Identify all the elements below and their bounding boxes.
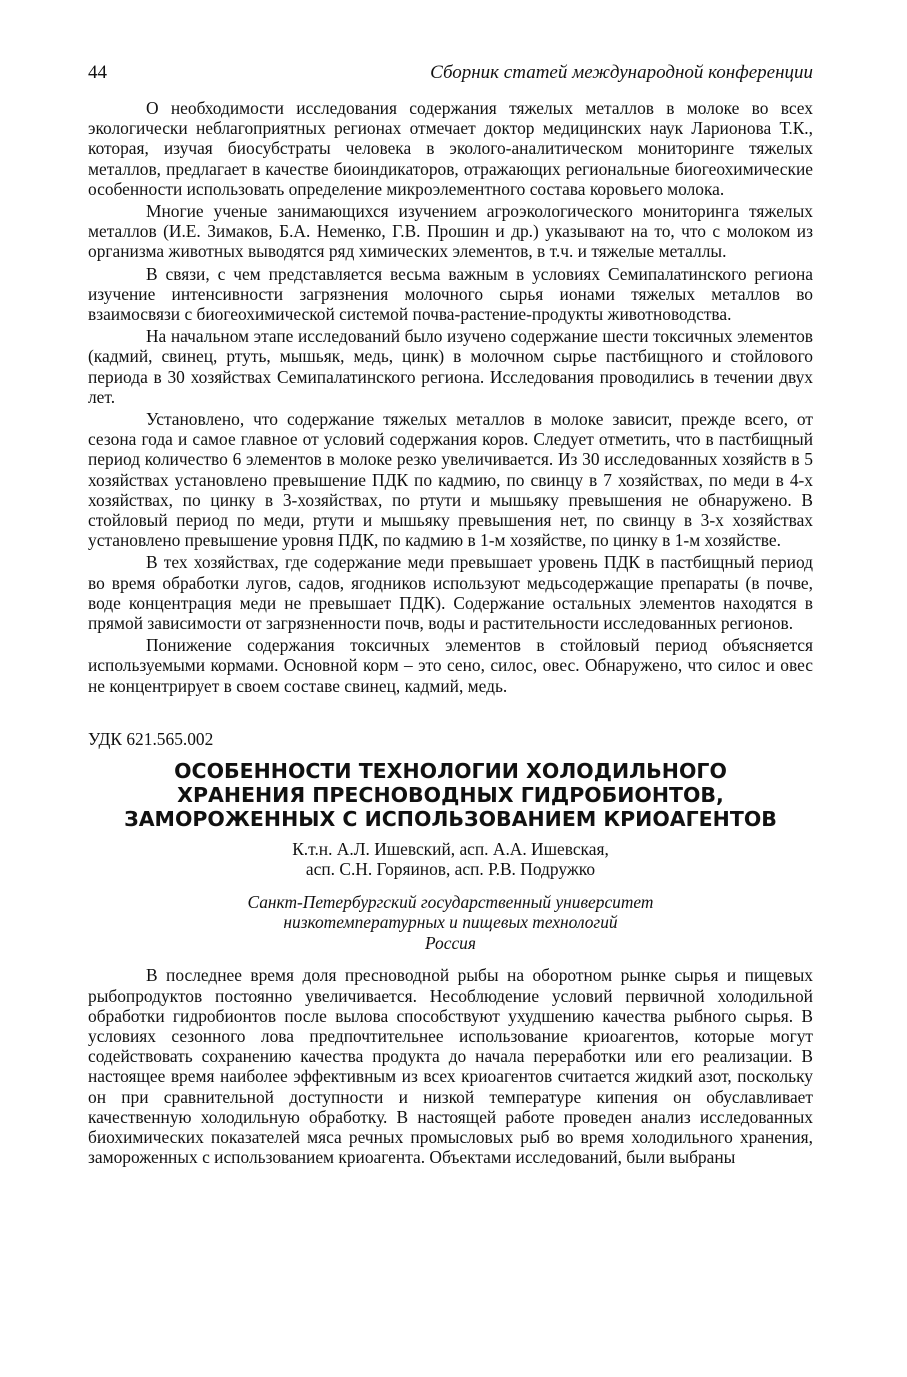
article-title-line: ОСОБЕННОСТИ ТЕХНОЛОГИИ ХОЛОДИЛЬНОГО [174,758,727,783]
article-authors [88,839,813,880]
page-number: 44 [88,62,107,83]
authors-line: асп. С.Н. Горяинов, асп. Р.В. Подружко [305,859,596,880]
affiliation-line: Россия [425,932,476,953]
paragraph: Установлено, что содержание тяжелых металлов в молоке зависит, прежде всего, от сезона года и самое главное от условий содержания коров. Следует отметить, что в пастбищный период количество 6 элементов в молоке резко увеличивается. Из 30 исследованных хозяйств в 5 хозяйствах установлено превышение ПДК по кадмию, по свинцу в 7 хозяйствах, по меди в 4-х хозяйствах, по цинку в 3-хозяйствах, по ртути и мышьяку превышения не обнаружено. В стойловый период по меди, ртути и мышьяку превышения нет, по свинцу в 3-х хозяйствах установлено превышение уровня ПДК, по кадмию в 1-м хозяйстве, по цинку в 1-м хозяйстве. [88,409,813,551]
paragraph: В связи, с чем представляется весьма важным в условиях Семипалатинского региона изучение интенсивности загрязнения молочного сырья ионами тяжелых металлов во взаимосвязи с биогеохимической системой почва-растение-продукты животноводства. [88,263,813,325]
paragraph: На начальном этапе исследований было изучено содержание шести токсичных элементов (кадмий, свинец, ртуть, мышьяк, медь, цинк) в молочном сырье пастбищного и стойлового периода в 30 хозяйствах Семипалатинского региона. Исследования проводились в течении двух лет. [88,326,813,407]
authors-line: К.т.н. А.Л. Ишевский, асп. А.А. Ишевская, [292,838,609,859]
paragraph: О необходимости исследования содержания тяжелых металлов в молоке во всех экологически неблагоприятных регионах отмечает доктор медицинских наук Ларионова Т.К., которая, изучая биосубстраты человека в эколого-аналитическом мониторинге тяжелых металлов, предлагает в качестве биоиндикаторов, отражающих региональные биогеохимические особенности использовать определение микроэлементного состава коровьего молока. [88,98,813,199]
article-body-paragraph: В последнее время доля пресноводной рыбы на оборотном рынке сырья и пищевых рыбопродуктов постоянно увеличивается. Несоблюдение условий первичной холодильной обработки гидробионтов после вылова способствуют ухудшению качества рыбного сырья. В условиях сезонного лова предпочтительнее использование криоагентов, которые могут содействовать сохранению качества продукта до начала переработки или его реализации. В настоящее время наиболее эффективным из всех криоагентов считается жидкий азот, поскольку он при сравнительной доступности и низкой температуре кипения он обуславливает качественную холодильную обработку. В настоящей работе проведен анализ исследованных биохимических показателей мяса речных промысловых рыб во время холодильного хранения, замороженных с использованием криоагента. Объектами исследований, были выбраны [88,965,813,1168]
prior-article-text [88,98,813,696]
affiliation-line: низкотемпературных и пищевых технологий [283,912,618,933]
paragraph: Понижение содержания токсичных элементов в стойловый период объясняется используемыми кормами. Основной корм – это сено, силос, овес. Обнаружено, что силос и овес не концентрирует в своем составе свинец, кадмий, медь. [88,635,813,696]
paragraph: Многие ученые занимающихся изучением агроэкологического мониторинга тяжелых металлов (И.Е. Зимаков, Б.А. Неменко, Г.В. Прошин и др.) указывают на то, что с молоком из организма животных выводятся ряд химических элементов, в т.ч. и тяжелые металлы. [88,201,813,262]
collection-title: Сборник статей международной конференции [430,62,813,83]
article-title-line: ХРАНЕНИЯ ПРЕСНОВОДНЫХ ГИДРОБИОНТОВ, [177,782,724,807]
article-affiliation [88,892,813,954]
running-header [88,62,813,84]
udk-code: УДК 621.565.002 [88,728,214,749]
affiliation-line: Санкт-Петербургский государственный университет [247,891,654,912]
article-title-line: ЗАМОРОЖЕННЫХ С ИСПОЛЬЗОВАНИЕМ КРИОАГЕНТОВ [124,806,777,831]
article-title [88,759,813,831]
paragraph: В тех хозяйствах, где содержание меди превышает уровень ПДК в пастбищный период во время обработки лугов, садов, ягодников используют медьсодержащие препараты (в почве, воде концентрация меди не превышает ПДК). Содержание остальных элементов находятся в прямой зависимости от загрязненности почв, воды и растительности исследованных регионов. [88,552,813,634]
